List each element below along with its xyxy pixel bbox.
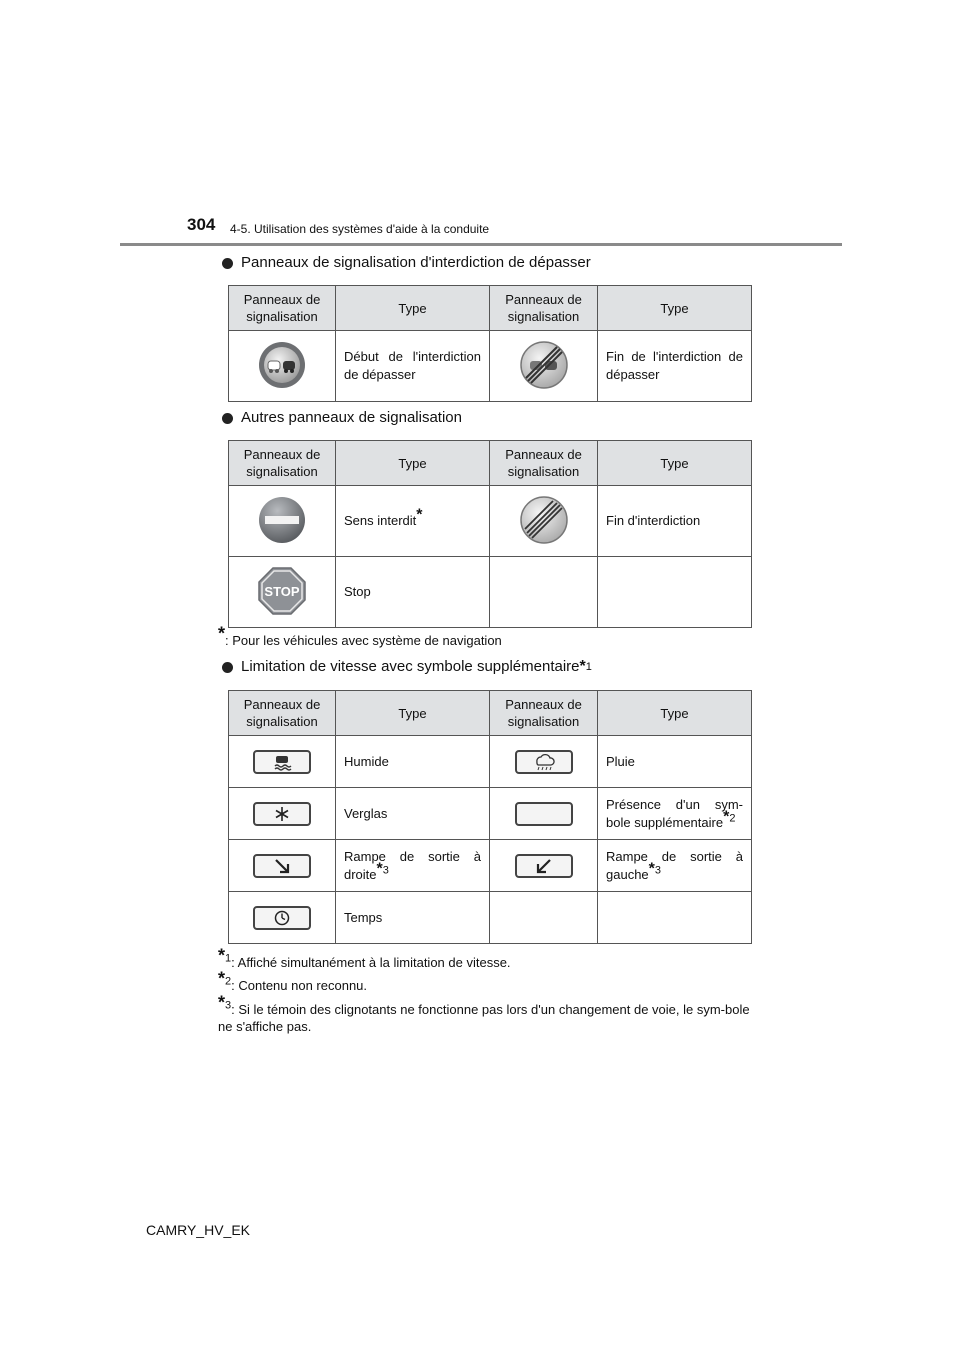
type-cell: Fin de l'interdiction de dépasser bbox=[598, 331, 752, 402]
table-row bbox=[229, 892, 752, 944]
header-type: Type bbox=[598, 286, 752, 331]
type-cell: Début de l'interdiction de dépasser bbox=[336, 331, 490, 402]
type-cell: Humide bbox=[336, 736, 490, 788]
table-header-row bbox=[229, 691, 752, 736]
type-cell: Verglas bbox=[336, 788, 490, 840]
sign-cell bbox=[229, 840, 336, 892]
table-row bbox=[229, 736, 752, 788]
end-of-restriction-sign-icon bbox=[519, 495, 569, 545]
section-title-text: Autres panneaux de signalisation bbox=[241, 409, 462, 426]
asterisk-marker: * bbox=[218, 623, 226, 644]
footnote-3 bbox=[218, 992, 751, 1035]
asterisk-marker: * bbox=[416, 506, 423, 524]
table-row bbox=[229, 788, 752, 840]
type-text: Rampe de sortie à gauche bbox=[606, 848, 743, 882]
bullet-icon bbox=[222, 258, 233, 269]
type-cell bbox=[598, 788, 752, 840]
sign-cell bbox=[490, 331, 598, 402]
table-row bbox=[229, 331, 752, 402]
footnote-text: : Pour les véhicules avec système de navigation bbox=[225, 633, 502, 648]
footnote-number: 3 bbox=[225, 999, 232, 1012]
no-overtaking-sign-icon bbox=[257, 340, 307, 390]
sign-cell bbox=[229, 788, 336, 840]
type-text: Présence d'un sym-bole supplémentaire bbox=[606, 796, 743, 830]
header-type: Type bbox=[336, 691, 490, 736]
header-type: Type bbox=[336, 441, 490, 486]
header-sign: Panneaux de signalisation bbox=[490, 691, 598, 736]
sign-cell bbox=[490, 486, 598, 557]
table-row bbox=[229, 840, 752, 892]
asterisk-marker: * bbox=[376, 860, 383, 878]
sign-cell bbox=[229, 557, 336, 628]
footnote-2 bbox=[218, 968, 368, 994]
footnote-text: : Si le témoin des clignotants ne fonctionne pas lors d'un changement de voie, le sym-bole ne s'affiche pas. bbox=[218, 1002, 750, 1034]
footnote-number: 2 bbox=[729, 812, 736, 825]
section-title-no-overtaking bbox=[222, 254, 591, 272]
sign-cell bbox=[490, 840, 598, 892]
sign-cell bbox=[229, 892, 336, 944]
type-text: Rampe de sortie à droite bbox=[344, 848, 481, 882]
rain-icon bbox=[515, 750, 573, 774]
navigation-footnote bbox=[218, 623, 502, 649]
model-code: CAMRY_HV_EK bbox=[146, 1222, 251, 1238]
type-cell: Fin d'interdiction bbox=[598, 486, 752, 557]
footnote-text: : Affiché simultanément à la limitation de vitesse. bbox=[231, 955, 511, 970]
page-number: 304 bbox=[187, 215, 216, 234]
type-text: Sens interdit bbox=[344, 513, 417, 528]
sign-cell bbox=[490, 788, 598, 840]
clock-icon bbox=[253, 906, 311, 930]
footnote-text: : Contenu non reconnu. bbox=[231, 978, 368, 993]
type-cell bbox=[598, 840, 752, 892]
footnote-1 bbox=[218, 945, 511, 971]
table-header-row bbox=[229, 441, 752, 486]
header-sign: Panneaux de signalisation bbox=[229, 286, 336, 331]
chapter-title: 4-5. Utilisation des systèmes d'aide à la conduite bbox=[230, 222, 490, 236]
no-entry-sign-icon bbox=[257, 495, 307, 545]
asterisk-marker: * bbox=[218, 968, 226, 989]
section-title-other-signs bbox=[222, 409, 462, 427]
sign-cell bbox=[229, 736, 336, 788]
wet-road-icon bbox=[253, 750, 311, 774]
footnote-number: 3 bbox=[382, 864, 389, 877]
footnote-number: 3 bbox=[654, 864, 662, 877]
header-sign: Panneaux de signalisation bbox=[490, 441, 598, 486]
asterisk-marker: * bbox=[648, 860, 655, 878]
stop-sign-label: STOP bbox=[264, 583, 300, 599]
stop-sign-icon bbox=[257, 566, 307, 616]
type-cell bbox=[336, 840, 490, 892]
footnote-number: 1 bbox=[225, 952, 232, 965]
arrow-down-left-icon bbox=[515, 854, 573, 878]
type-cell: Pluie bbox=[598, 736, 752, 788]
other-signs-table bbox=[228, 440, 752, 628]
type-cell: Temps bbox=[336, 892, 490, 944]
header-rule bbox=[120, 243, 842, 246]
sign-cell bbox=[490, 736, 598, 788]
no-overtaking-table bbox=[228, 285, 752, 402]
type-cell bbox=[336, 486, 490, 557]
header-type: Type bbox=[598, 441, 752, 486]
snowflake-icon bbox=[253, 802, 311, 826]
empty-cell bbox=[490, 557, 598, 628]
blank-panel-icon bbox=[515, 802, 573, 826]
empty-cell bbox=[490, 892, 598, 944]
arrow-down-right-icon bbox=[253, 854, 311, 878]
asterisk-marker: * bbox=[218, 992, 226, 1013]
end-no-overtaking-sign-icon bbox=[519, 340, 569, 390]
empty-cell bbox=[598, 892, 752, 944]
table-row bbox=[229, 486, 752, 557]
table-header-row bbox=[229, 286, 752, 331]
bullet-icon bbox=[222, 413, 233, 424]
asterisk-marker: * bbox=[218, 945, 226, 966]
section-title-text: Panneaux de signalisation d'interdiction de dépasser bbox=[241, 254, 591, 271]
footnote-number: 2 bbox=[225, 975, 232, 988]
empty-cell bbox=[598, 557, 752, 628]
header-sign: Panneaux de signalisation bbox=[229, 441, 336, 486]
asterisk-marker: * bbox=[723, 808, 730, 826]
header-type: Type bbox=[598, 691, 752, 736]
section-title-speed-limit: Limitation de vitesse avec symbole supplémentaire * 1 bbox=[222, 658, 592, 676]
type-cell: Stop bbox=[336, 557, 490, 628]
speed-limit-symbols-table bbox=[228, 690, 752, 944]
sign-cell bbox=[229, 486, 336, 557]
bullet-icon bbox=[222, 662, 233, 673]
section-title-text: Limitation de vitesse avec symbole supplémentaire bbox=[241, 658, 580, 675]
header-type: Type bbox=[336, 286, 490, 331]
table-row bbox=[229, 557, 752, 628]
sign-cell bbox=[229, 331, 336, 402]
header-sign: Panneaux de signalisation bbox=[490, 286, 598, 331]
header-sign: Panneaux de signalisation bbox=[229, 691, 336, 736]
